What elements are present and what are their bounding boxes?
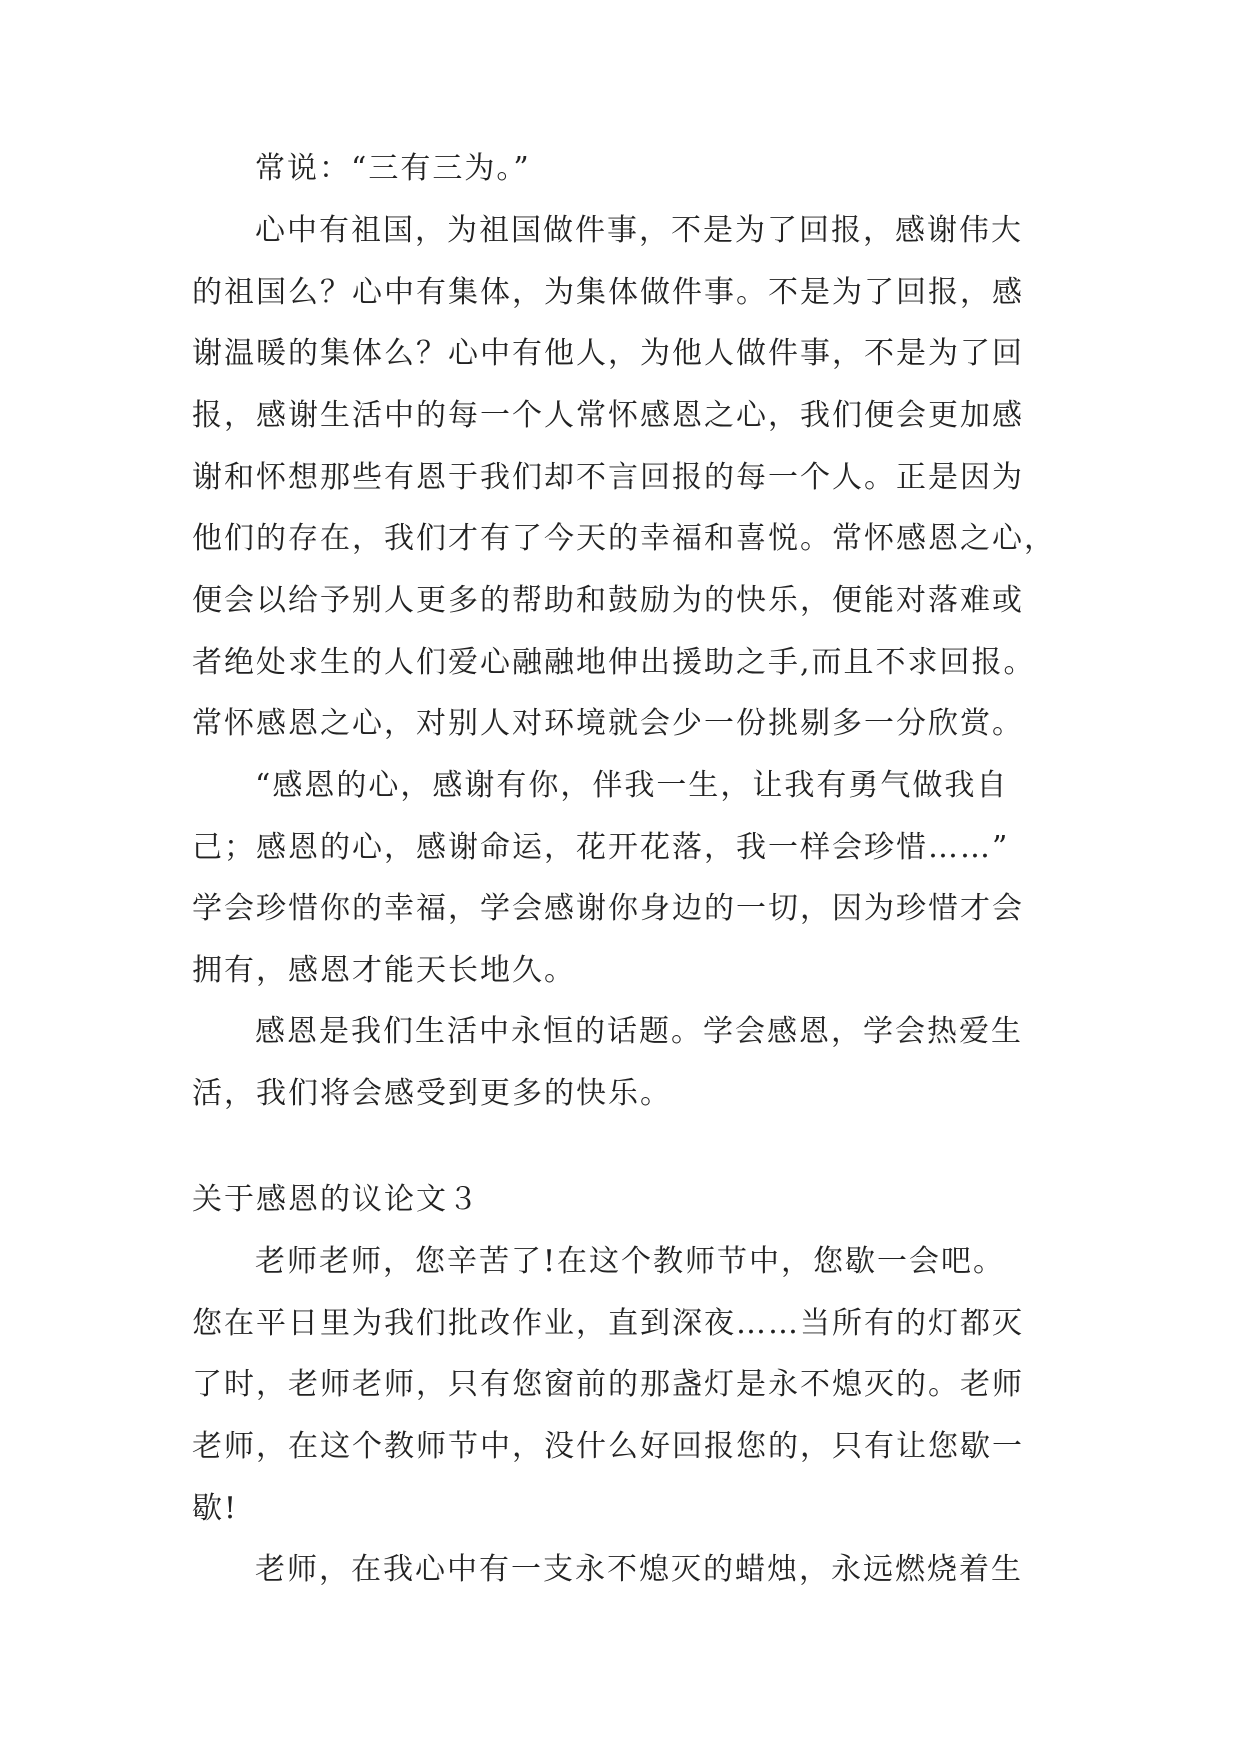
text-line: 谢和怀想那些有恩于我们却不言回报的每一个人。正是因为 <box>192 460 1024 495</box>
section-heading: 关于感恩的议论文３ <box>192 1182 480 1217</box>
text-line: 老师，在这个教师节中，没什么好回报您的，只有让您歇一 <box>192 1429 1024 1464</box>
text-line: 者绝处求生的人们爱心融融地伸出援助之手,而且不求回报。 <box>192 645 1036 680</box>
text-line: 己；感恩的心，感谢命运，花开花落，我一样会珍惜……” <box>192 830 1010 865</box>
text-line: “感恩的心，感谢有你，伴我一生，让我有勇气做我自 <box>255 768 1009 803</box>
text-line: 老师老师，您辛苦了!在这个教师节中，您歇一会吧。 <box>255 1244 1006 1279</box>
text-line: 您在平日里为我们批改作业，直到深夜……当所有的灯都灭 <box>192 1306 1024 1341</box>
text-line: 老师，在我心中有一支永不熄灭的蜡烛，永远燃烧着生 <box>255 1552 1023 1587</box>
text-line: 歇! <box>192 1491 239 1526</box>
text-line: 便会以给予别人更多的帮助和鼓励为的快乐，便能对落难或 <box>192 583 1024 618</box>
text-line: 谢温暖的集体么？心中有他人，为他人做件事，不是为了回 <box>192 336 1024 371</box>
text-line: 心中有祖国，为祖国做件事，不是为了回报，感谢伟大 <box>255 213 1023 248</box>
text-line: 了时，老师老师，只有您窗前的那盏灯是永不熄灭的。老师 <box>192 1367 1024 1402</box>
text-line: 拥有，感恩才能天长地久。 <box>192 953 576 988</box>
text-line: 常说：“三有三为。” <box>255 151 531 186</box>
text-line: 的祖国么？心中有集体，为集体做件事。不是为了回报，感 <box>192 275 1024 310</box>
text-line: 学会珍惜你的幸福，学会感谢你身边的一切，因为珍惜才会 <box>192 891 1024 926</box>
text-line: 报，感谢生活中的每一个人常怀感恩之心，我们便会更加感 <box>192 398 1024 433</box>
text-line: 感恩是我们生活中永恒的话题。学会感恩，学会热爱生 <box>255 1014 1023 1049</box>
text-line: 常怀感恩之心，对别人对环境就会少一份挑剔多一分欣赏。 <box>192 706 1024 741</box>
text-line: 他们的存在，我们才有了今天的幸福和喜悦。常怀感恩之心， <box>192 521 1056 556</box>
text-line: 活，我们将会感受到更多的快乐。 <box>192 1076 672 1111</box>
